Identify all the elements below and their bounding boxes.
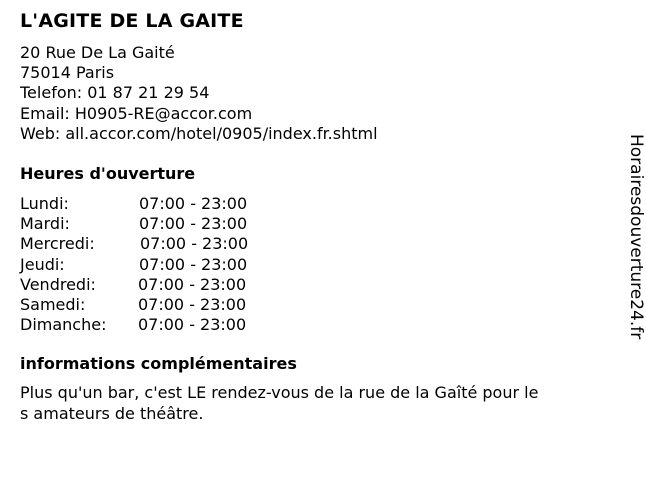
time-range: 07:00 - 23:00 <box>140 234 249 254</box>
time-range: 07:00 - 23:00 <box>138 294 247 314</box>
day-label: Dimanche: <box>20 315 107 335</box>
street-address: 20 Rue De La Gaité <box>20 43 175 62</box>
phone-line: Telefon: 01 87 21 29 54 <box>20 83 210 103</box>
day-label: Mercredi: <box>20 234 95 254</box>
time-range: 07:00 - 23:00 <box>138 274 247 294</box>
time-range: 07:00 - 23:00 <box>139 254 248 274</box>
time-range: 07:00 - 23:00 <box>139 194 248 213</box>
contact-block <box>20 43 378 144</box>
time-range: 07:00 - 23:00 <box>139 214 248 234</box>
day-label: Vendredi: <box>20 274 96 294</box>
day-label: Samedi: <box>20 294 86 314</box>
email-line: Email: H0905-RE@accor.com <box>20 103 253 123</box>
info-description: Plus qu'un bar, c'est LE rendez-vous de la rue de la Gaîté pour les amateurs de théâtre. <box>20 383 539 423</box>
day-label: Mardi: <box>20 214 70 234</box>
site-watermark: Horairesdouverture24.fr <box>626 134 646 340</box>
venue-title: L'AGITE DE LA GAITE <box>20 10 244 32</box>
time-range: 07:00 - 23:00 <box>138 315 247 335</box>
day-label: Lundi: <box>20 194 69 213</box>
city-address: 75014 Paris <box>20 63 115 83</box>
web-line: Web: all.accor.com/hotel/0905/index.fr.shtml <box>20 123 378 143</box>
hours-heading: Heures d'ouverture <box>20 164 196 183</box>
info-heading: informations complémentaires <box>20 354 297 373</box>
day-label: Jeudi: <box>20 254 65 274</box>
